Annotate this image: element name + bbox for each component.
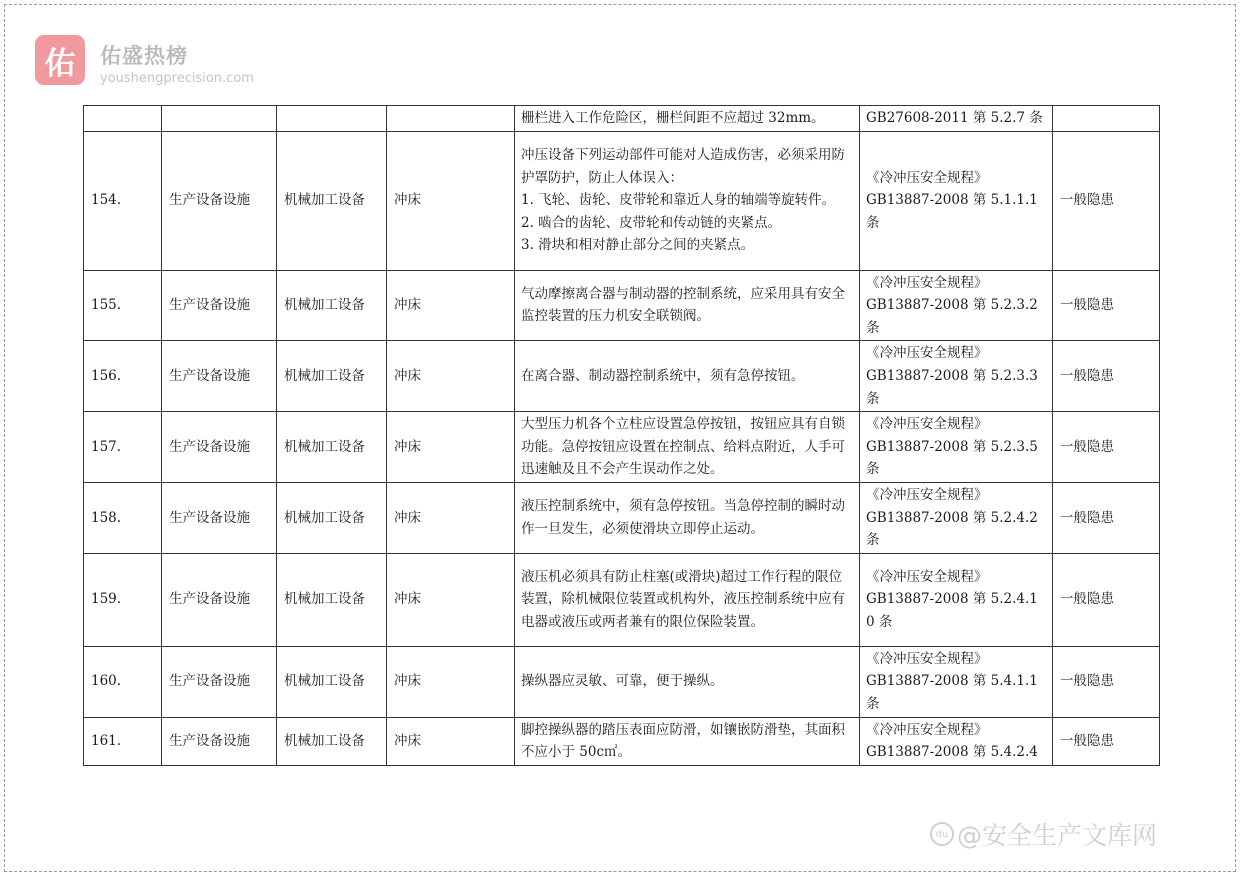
category-cell: 生产设备设施 (162, 412, 277, 483)
standard-line: 《冷冲压安全规程》 (866, 650, 988, 667)
table-row (84, 482, 1160, 553)
requirement-line: 大型压力机各个立柱应设置急停按钮，按钮应具有自锁功能。急停按钮应设置在控制点、给料点附近，人手可迅速触及且不会产生误动作之处。 (521, 416, 845, 478)
brand-logo (35, 35, 85, 85)
requirement-line: 3. 滑块和相对静止部分之间的夹紧点。 (521, 237, 755, 254)
requirement-line: 栅栏进入工作危险区，栅栏间距不应超过 32mm。 (521, 110, 825, 126)
subcategory-cell: 机械加工设备 (277, 553, 387, 646)
standard-line: 《冷冲压安全规程》 (866, 169, 988, 186)
equipment-cell: 冲床 (387, 482, 515, 553)
level-cell: 一般隐患 (1053, 270, 1160, 341)
equipment-cell: 冲床 (387, 412, 515, 483)
standard-line: 《冷冲压安全规程》 (866, 486, 988, 503)
standard-cell (860, 717, 1053, 765)
requirement-cell (515, 553, 860, 646)
hazard-table (83, 105, 1160, 766)
table-row (84, 553, 1160, 646)
level-cell: 一般隐患 (1053, 717, 1160, 765)
equipment-cell: 冲床 (387, 341, 515, 412)
table-row (84, 341, 1160, 412)
standard-line: GB13887-2008 第 5.2.3.3 条 (866, 367, 1038, 407)
row-number: 161. (84, 717, 162, 765)
subcategory-cell: 机械加工设备 (277, 717, 387, 765)
table-row (84, 646, 1160, 717)
requirement-line: 在离合器、制动器控制系统中，须有急停按钮。 (521, 367, 805, 384)
requirement-cell (515, 341, 860, 412)
subcategory-cell: 机械加工设备 (277, 270, 387, 341)
row-number: 157. (84, 412, 162, 483)
requirement-cell (515, 482, 860, 553)
watermark-text: @安全生产文库网 (957, 821, 1158, 850)
standard-cell (860, 553, 1053, 646)
subcategory-cell (277, 106, 387, 132)
subcategory-cell: 机械加工设备 (277, 131, 387, 270)
standard-line: 《冷冲压安全规程》 (866, 568, 988, 585)
table-row (84, 717, 1160, 765)
standard-cell (860, 106, 1053, 132)
requirement-line: 脚控操纵器的踏压表面应防滑，如镶嵌防滑垫，其面积不应小于 50c㎡。 (521, 721, 845, 761)
category-cell: 生产设备设施 (162, 341, 277, 412)
level-cell: 一般隐患 (1053, 412, 1160, 483)
row-number: 156. (84, 341, 162, 412)
standard-line: GB13887-2008 第 5.4.2.4 (866, 744, 1038, 761)
equipment-cell (387, 106, 515, 132)
subcategory-cell: 机械加工设备 (277, 341, 387, 412)
brand-url: youshengprecision.com (100, 71, 254, 86)
level-cell: 一般隐患 (1053, 341, 1160, 412)
table-row (84, 106, 1160, 132)
category-cell: 生产设备设施 (162, 131, 277, 270)
standard-cell (860, 341, 1053, 412)
level-cell: 一般隐患 (1053, 553, 1160, 646)
category-cell (162, 106, 277, 132)
category-cell: 生产设备设施 (162, 482, 277, 553)
standard-cell (860, 412, 1053, 483)
requirement-line: 气动摩擦离合器与制动器的控制系统，应采用具有安全监控装置的压力机安全联锁阀。 (521, 285, 845, 325)
standard-line: GB13887-2008 第 5.2.3.2 条 (866, 297, 1038, 336)
requirement-line: 液压控制系统中，须有急停按钮。当急停控制的瞬时动作一旦发生，必须使滑块立即停止运动。 (521, 498, 845, 537)
requirement-line: 操纵器应灵敏、可靠，便于操纵。 (521, 673, 724, 690)
baidu-paw-icon: du (930, 822, 954, 846)
requirement-cell (515, 270, 860, 341)
logo-char: 佑 (44, 45, 76, 82)
equipment-cell: 冲床 (387, 270, 515, 341)
table-row (84, 131, 1160, 270)
table-row (84, 270, 1160, 341)
standard-line: GB13887-2008 第 5.2.4.2 条 (866, 509, 1038, 549)
category-cell: 生产设备设施 (162, 270, 277, 341)
requirement-line: 2. 啮合的齿轮、皮带轮和传动链的夹紧点。 (521, 214, 782, 231)
standard-line: GB13887-2008 第 5.2.3.5 条 (866, 438, 1038, 478)
requirement-line: 冲压设备下列运动部件可能对人造成伤害，必须采用防护罩防护，防止人体误入： (521, 147, 845, 186)
row-number: 155. (84, 270, 162, 341)
requirement-cell (515, 412, 860, 483)
equipment-cell: 冲床 (387, 717, 515, 765)
equipment-cell: 冲床 (387, 553, 515, 646)
row-number: 160. (84, 646, 162, 717)
subcategory-cell: 机械加工设备 (277, 482, 387, 553)
row-number: 158. (84, 482, 162, 553)
requirement-cell (515, 131, 860, 270)
level-cell (1053, 106, 1160, 132)
equipment-cell: 冲床 (387, 131, 515, 270)
standard-cell (860, 482, 1053, 553)
subcategory-cell: 机械加工设备 (277, 646, 387, 717)
standard-line: GB27608-2011 第 5.2.7 条 (866, 110, 1043, 126)
requirement-cell (515, 106, 860, 132)
row-number (84, 106, 162, 132)
requirement-line: 液压机必须具有防止柱塞(或滑块)超过工作行程的限位装置，除机械限位装置或机构外，液压控制系统中应有电器或液压或两者兼有的限位保险装置。 (521, 568, 845, 631)
watermark (930, 816, 1157, 852)
level-cell: 一般隐患 (1053, 131, 1160, 270)
standard-line: 《冷冲压安全规程》 (866, 345, 988, 362)
standard-line: GB13887-2008 第 5.4.1.1 条 (866, 673, 1038, 712)
standard-cell (860, 270, 1053, 341)
standard-line: 《冷冲压安全规程》 (866, 416, 988, 433)
subcategory-cell: 机械加工设备 (277, 412, 387, 483)
level-cell: 一般隐患 (1053, 646, 1160, 717)
category-cell: 生产设备设施 (162, 717, 277, 765)
requirement-cell (515, 646, 860, 717)
standard-cell (860, 646, 1053, 717)
brand-name: 佑盛热榜 (100, 44, 188, 68)
standard-line: 《冷冲压安全规程》 (866, 721, 988, 738)
category-cell: 生产设备设施 (162, 553, 277, 646)
row-number: 154. (84, 131, 162, 270)
table-row (84, 412, 1160, 483)
standard-line: 《冷冲压安全规程》 (866, 274, 988, 291)
requirement-line: 1. 飞轮、齿轮、皮带轮和靠近人身的轴端等旋转件。 (521, 192, 836, 209)
row-number: 159. (84, 553, 162, 646)
level-cell: 一般隐患 (1053, 482, 1160, 553)
requirement-cell (515, 717, 860, 765)
standard-line: GB13887-2008 第 5.2.4.10 条 (866, 591, 1038, 631)
equipment-cell: 冲床 (387, 646, 515, 717)
standard-cell (860, 131, 1053, 270)
standard-line: GB13887-2008 第 5.1.1.1 条 (866, 192, 1038, 231)
category-cell: 生产设备设施 (162, 646, 277, 717)
